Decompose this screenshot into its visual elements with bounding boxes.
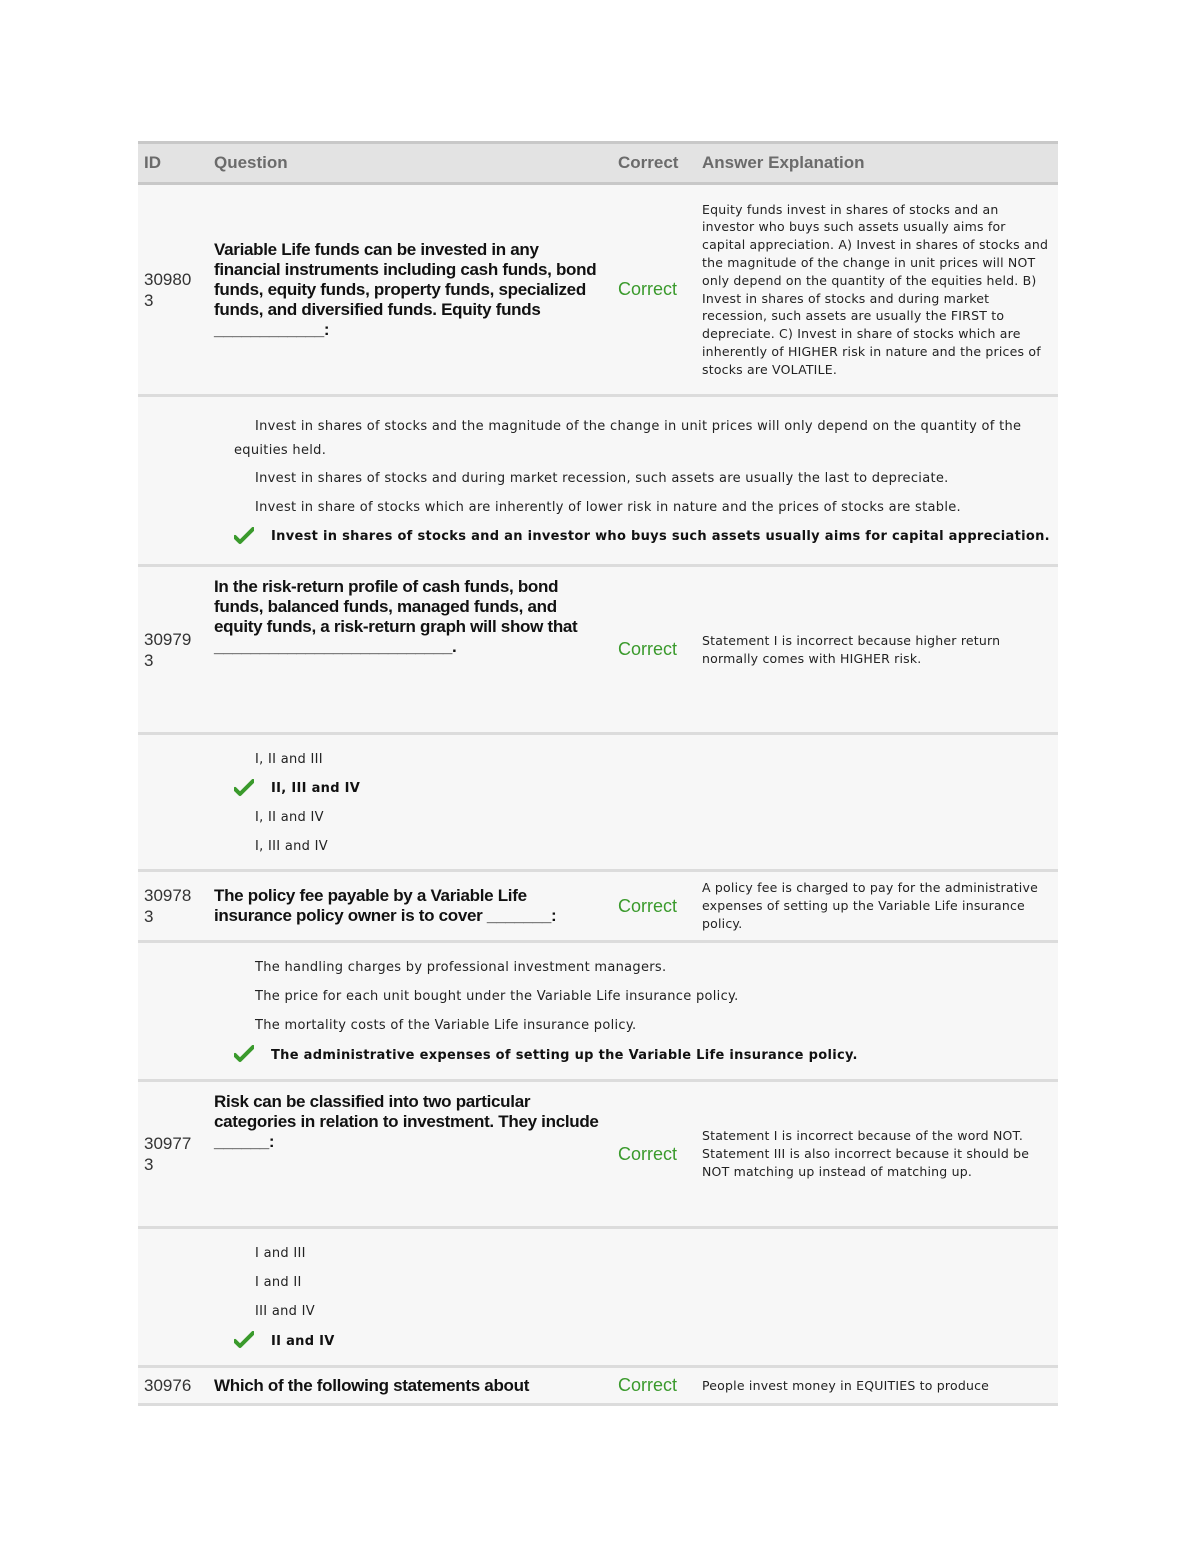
- answer-options-row: [138, 1228, 1058, 1367]
- question-text: In the risk-return profile of cash funds, bond funds, balanced funds, managed funds, and equity funds, a risk-return graph will show that __________________________.: [208, 566, 612, 734]
- question-row: [138, 1367, 1058, 1405]
- answer-explanation: Equity funds invest in shares of stocks and an investor who buys such assets usually aims for capital appreciation. A) Invest in shares of stocks and the magnitude of the change in unit prices will NOT only depend on the quantity of the equities held. B) Invest in shares of stocks and during market recession, such assets are usually the FIRST to depreciate. C) Invest in share of stocks which are inherently of HIGHER risk in nature and the prices of stocks are VOLATILE.: [696, 184, 1058, 396]
- status-correct: Correct: [612, 871, 696, 942]
- answer-option-correct: [234, 1326, 1052, 1357]
- header-explanation: Answer Explanation: [696, 143, 1058, 184]
- answer-options-row: [138, 942, 1058, 1081]
- check-icon: [234, 779, 254, 797]
- status-correct: Correct: [612, 566, 696, 734]
- answer-option-correct: [234, 525, 1052, 549]
- question-text: The policy fee payable by a Variable Life insurance policy owner is to cover _______:: [208, 871, 612, 942]
- answer-explanation: Statement I is incorrect because of the word NOT. Statement III is also incorrect because it should be NOT matching up instead of matching up.: [696, 1081, 1058, 1228]
- header-correct: Correct: [612, 143, 696, 184]
- answer-option: I, III and IV: [255, 839, 328, 854]
- correct-option-text: Invest in shares of stocks and an investor who buys such assets usually aims for capital appreciation.: [271, 528, 1050, 544]
- question-id: 30977 3: [138, 1081, 208, 1228]
- answer-option: I and III: [255, 1246, 306, 1261]
- answer-option: I, II and III: [255, 752, 323, 767]
- check-icon: [234, 1331, 254, 1349]
- answer-options-row: [138, 734, 1058, 871]
- question-text: Variable Life funds can be invested in any financial instruments including cash funds, bond funds, equity funds, property funds, specialized funds, and diversified funds. Equity funds ____________:: [208, 184, 612, 396]
- question-row: [138, 871, 1058, 942]
- check-icon: [234, 527, 254, 545]
- answer-option: I and II: [255, 1275, 302, 1290]
- question-id: 30978 3: [138, 871, 208, 942]
- question-row: [138, 184, 1058, 396]
- question-id: 30979 3: [138, 566, 208, 734]
- results-sheet: [138, 141, 1058, 1406]
- answer-options: [138, 1228, 1058, 1367]
- question-text: Risk can be classified into two particular categories in relation to investment. They include ______:: [208, 1081, 612, 1228]
- answer-options: [138, 734, 1058, 871]
- answer-option: Invest in share of stocks which are inherently of lower risk in nature and the prices of stocks are stable.: [255, 499, 961, 515]
- question-id: 30976: [138, 1367, 208, 1405]
- answer-option: The price for each unit bought under the Variable Life insurance policy.: [255, 989, 739, 1004]
- answer-option: Invest in shares of stocks and during market recession, such assets are usually the last to depreciate.: [255, 470, 949, 486]
- answer-options-row: [138, 396, 1058, 566]
- header-id: ID: [138, 143, 208, 184]
- correct-option-text: II, III and IV: [271, 781, 361, 796]
- answer-explanation: People invest money in EQUITIES to produce: [696, 1367, 1058, 1405]
- answer-options: [138, 396, 1058, 566]
- question-results-table: [138, 141, 1058, 1406]
- answer-explanation: Statement I is incorrect because higher return normally comes with HIGHER risk.: [696, 566, 1058, 734]
- answer-options: [138, 942, 1058, 1081]
- answer-option: I, II and IV: [255, 810, 324, 825]
- correct-option-text: The administrative expenses of setting up the Variable Life insurance policy.: [271, 1048, 858, 1063]
- question-text: Which of the following statements about: [208, 1367, 612, 1405]
- correct-option-text: II and IV: [271, 1334, 335, 1349]
- answer-option: The handling charges by professional investment managers.: [255, 960, 667, 975]
- answer-option: Invest in shares of stocks and the magnitude of the change in unit prices will only depend on the quantity of the equities held.: [234, 418, 1022, 458]
- answer-explanation: A policy fee is charged to pay for the administrative expenses of setting up the Variable Life insurance policy.: [696, 871, 1058, 942]
- answer-option-correct: [234, 1040, 1052, 1071]
- question-id: 30980 3: [138, 184, 208, 396]
- question-row: [138, 566, 1058, 734]
- answer-option: The mortality costs of the Variable Life insurance policy.: [255, 1018, 637, 1033]
- status-correct: Correct: [612, 184, 696, 396]
- status-correct: Correct: [612, 1081, 696, 1228]
- question-row: [138, 1081, 1058, 1228]
- status-correct: Correct: [612, 1367, 696, 1405]
- answer-option-correct: [234, 774, 1052, 803]
- answer-option: III and IV: [255, 1304, 315, 1319]
- table-header-row: [138, 143, 1058, 184]
- header-question: Question: [208, 143, 612, 184]
- check-icon: [234, 1045, 254, 1063]
